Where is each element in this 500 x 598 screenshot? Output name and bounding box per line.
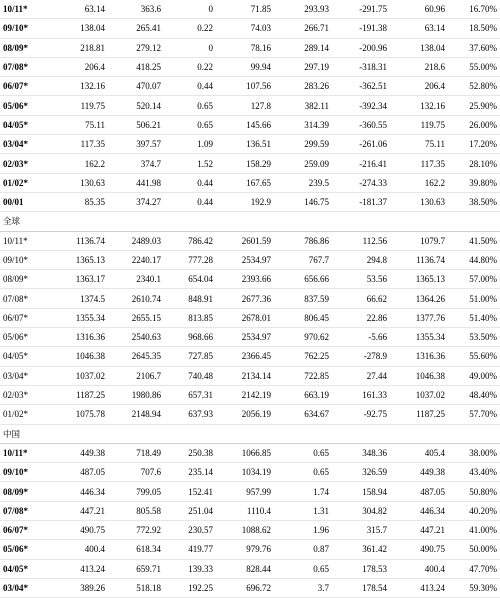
table-cell: 145.66 <box>216 115 274 134</box>
table-cell: 2240.17 <box>108 250 164 269</box>
table-cell: 518.18 <box>108 578 164 597</box>
table-cell: 1.31 <box>274 501 332 520</box>
table-cell: 1.96 <box>274 521 332 540</box>
row-label-cell: 00/01 <box>0 192 52 211</box>
table-cell: 618.34 <box>108 540 164 559</box>
table-cell: 397.57 <box>108 135 164 154</box>
table-cell: 206.4 <box>390 77 448 96</box>
table-cell: 304.82 <box>332 501 390 520</box>
table-row <box>0 366 500 385</box>
table-cell: 51.40% <box>448 308 500 327</box>
table-cell: 1037.02 <box>52 366 108 385</box>
table-cell: 158.29 <box>216 154 274 173</box>
table-cell: 1355.34 <box>52 308 108 327</box>
table-cell: 2610.74 <box>108 289 164 308</box>
table-cell: 49.00% <box>448 366 500 385</box>
table-cell: 799.05 <box>108 482 164 501</box>
table-cell: -362.51 <box>332 77 390 96</box>
table-cell: 447.21 <box>52 501 108 520</box>
table-cell: 239.5 <box>274 173 332 192</box>
row-label-cell: 07/08* <box>0 289 52 308</box>
table-cell: 40.20% <box>448 501 500 520</box>
table-cell: 28.10% <box>448 154 500 173</box>
table-cell: 957.99 <box>216 482 274 501</box>
table-row <box>0 540 500 559</box>
table-cell: -216.41 <box>332 154 390 173</box>
table-cell: 2601.59 <box>216 231 274 250</box>
table-cell: 0.65 <box>164 115 216 134</box>
table-row <box>0 578 500 597</box>
row-label-cell: 06/07* <box>0 521 52 540</box>
table-cell: 786.86 <box>274 231 332 250</box>
table-cell: 374.27 <box>108 192 164 211</box>
table-cell: 1034.19 <box>216 463 274 482</box>
table-cell: 132.16 <box>52 77 108 96</box>
table-cell: 718.49 <box>108 443 164 462</box>
table-cell: 138.04 <box>390 38 448 57</box>
table-cell: 696.72 <box>216 578 274 597</box>
table-cell: 146.75 <box>274 192 332 211</box>
table-cell: 139.33 <box>164 559 216 578</box>
table-cell: -181.37 <box>332 192 390 211</box>
table-cell: 520.14 <box>108 96 164 115</box>
table-cell: 447.21 <box>390 521 448 540</box>
table-row <box>0 192 500 211</box>
table-cell: 259.09 <box>274 154 332 173</box>
table-cell: 25.90% <box>448 96 500 115</box>
table-cell: 2393.66 <box>216 270 274 289</box>
table-cell: 2366.45 <box>216 347 274 366</box>
table-row <box>0 77 500 96</box>
table-row <box>0 250 500 269</box>
row-label-cell: 06/07* <box>0 308 52 327</box>
table-cell: 0 <box>164 38 216 57</box>
table-cell: 837.59 <box>274 289 332 308</box>
table-cell: 772.92 <box>108 521 164 540</box>
table-cell: 192.9 <box>216 192 274 211</box>
row-label-cell: 04/05* <box>0 115 52 134</box>
table-cell: 152.41 <box>164 482 216 501</box>
row-label-cell: 08/09* <box>0 482 52 501</box>
table-cell: 1.52 <box>164 154 216 173</box>
table-cell: 389.26 <box>52 578 108 597</box>
table-cell: 136.51 <box>216 135 274 154</box>
table-row <box>0 154 500 173</box>
row-label-cell: 09/10* <box>0 463 52 482</box>
table-cell: 707.6 <box>108 463 164 482</box>
table-cell: -278.9 <box>332 347 390 366</box>
table-cell: 294.8 <box>332 250 390 269</box>
row-label-cell: 03/04* <box>0 135 52 154</box>
table-cell: 3.7 <box>274 578 332 597</box>
table-cell: 2540.63 <box>108 328 164 347</box>
table-cell: 192.25 <box>164 578 216 597</box>
table-cell: 0.22 <box>164 57 216 76</box>
table-cell: 43.40% <box>448 463 500 482</box>
table-cell: 44.80% <box>448 250 500 269</box>
table-cell: 55.60% <box>448 347 500 366</box>
table-cell: 413.24 <box>390 578 448 597</box>
table-cell: 405.4 <box>390 443 448 462</box>
table-cell: 348.36 <box>332 443 390 462</box>
table-cell: 1066.85 <box>216 443 274 462</box>
table-cell: 18.50% <box>448 19 500 38</box>
table-cell: 2148.94 <box>108 405 164 424</box>
table-cell: 449.38 <box>52 443 108 462</box>
table-cell: 2534.97 <box>216 328 274 347</box>
table-cell: 1316.36 <box>52 328 108 347</box>
table-cell: 130.63 <box>52 173 108 192</box>
table-cell: 51.00% <box>448 289 500 308</box>
row-label-cell: 05/06* <box>0 328 52 347</box>
table-cell: 206.4 <box>52 57 108 76</box>
table-cell: 235.14 <box>164 463 216 482</box>
table-cell: -392.34 <box>332 96 390 115</box>
section-header-row <box>0 424 500 443</box>
table-cell: 659.71 <box>108 559 164 578</box>
section-title: 中国 <box>0 424 500 443</box>
table-cell: 0.65 <box>164 96 216 115</box>
row-label-cell: 03/04* <box>0 578 52 597</box>
table-cell: 2134.14 <box>216 366 274 385</box>
table-cell: 162.2 <box>52 154 108 173</box>
table-cell: 2106.7 <box>108 366 164 385</box>
table-cell: 722.85 <box>274 366 332 385</box>
table-cell: 1187.25 <box>52 385 108 404</box>
table-cell: 0.44 <box>164 77 216 96</box>
table-cell: 85.35 <box>52 192 108 211</box>
table-cell: 218.81 <box>52 38 108 57</box>
table-row <box>0 385 500 404</box>
table-cell: 806.45 <box>274 308 332 327</box>
table-cell: 38.00% <box>448 443 500 462</box>
table-cell: 490.75 <box>52 521 108 540</box>
table-cell: 400.4 <box>390 559 448 578</box>
table-cell: 27.44 <box>332 366 390 385</box>
table-cell: 17.20% <box>448 135 500 154</box>
table-cell: 66.62 <box>332 289 390 308</box>
table-cell: 487.05 <box>390 482 448 501</box>
table-cell: 374.7 <box>108 154 164 173</box>
table-cell: 47.70% <box>448 559 500 578</box>
table-cell: 167.65 <box>216 173 274 192</box>
table-cell: 38.50% <box>448 192 500 211</box>
table-cell: 1079.7 <box>390 231 448 250</box>
table-cell: 117.35 <box>52 135 108 154</box>
table-cell: 1377.76 <box>390 308 448 327</box>
table-cell: 119.75 <box>52 96 108 115</box>
table-cell: 654.04 <box>164 270 216 289</box>
table-cell: 2534.97 <box>216 250 274 269</box>
table-row <box>0 38 500 57</box>
table-cell: 1136.74 <box>52 231 108 250</box>
table-row <box>0 289 500 308</box>
table-cell: 57.00% <box>448 270 500 289</box>
table-cell: 37.60% <box>448 38 500 57</box>
table-cell: 363.6 <box>108 0 164 19</box>
row-label-cell: 05/06* <box>0 540 52 559</box>
row-label-cell: 02/03* <box>0 154 52 173</box>
table-cell: 727.85 <box>164 347 216 366</box>
table-cell: 112.56 <box>332 231 390 250</box>
table-cell: 2678.01 <box>216 308 274 327</box>
table-cell: 50.80% <box>448 482 500 501</box>
table-cell: 470.07 <box>108 77 164 96</box>
table-cell: 970.62 <box>274 328 332 347</box>
row-label-cell: 02/03* <box>0 385 52 404</box>
row-label-cell: 09/10* <box>0 250 52 269</box>
table-row <box>0 270 500 289</box>
table-cell: 637.93 <box>164 405 216 424</box>
table-row <box>0 521 500 540</box>
table-cell: 50.00% <box>448 540 500 559</box>
section-header-row <box>0 212 500 231</box>
table-cell: 132.16 <box>390 96 448 115</box>
table-cell: -200.96 <box>332 38 390 57</box>
row-label-cell: 01/02* <box>0 173 52 192</box>
table-cell: 78.16 <box>216 38 274 57</box>
table-row <box>0 96 500 115</box>
table-cell: 2677.36 <box>216 289 274 308</box>
section-title: 全球 <box>0 212 500 231</box>
table-cell: 1075.78 <box>52 405 108 424</box>
table-cell: 162.2 <box>390 173 448 192</box>
row-label-cell: 04/05* <box>0 559 52 578</box>
table-row <box>0 482 500 501</box>
table-row <box>0 231 500 250</box>
table-cell: 279.12 <box>108 38 164 57</box>
table-cell: 63.14 <box>52 0 108 19</box>
table-cell: 813.85 <box>164 308 216 327</box>
table-cell: 55.00% <box>448 57 500 76</box>
table-cell: 0.22 <box>164 19 216 38</box>
table-cell: 740.48 <box>164 366 216 385</box>
table-row <box>0 405 500 424</box>
table-cell: 71.85 <box>216 0 274 19</box>
table-cell: 1316.36 <box>390 347 448 366</box>
table-cell: 161.33 <box>332 385 390 404</box>
table-cell: 979.76 <box>216 540 274 559</box>
table-cell: 2056.19 <box>216 405 274 424</box>
row-label-cell: 10/11* <box>0 231 52 250</box>
table-cell: 361.42 <box>332 540 390 559</box>
table-cell: 127.8 <box>216 96 274 115</box>
row-label-cell: 05/06* <box>0 96 52 115</box>
table-cell: 2142.19 <box>216 385 274 404</box>
table-cell: 178.54 <box>332 578 390 597</box>
table-cell: 2489.03 <box>108 231 164 250</box>
table-cell: 663.19 <box>274 385 332 404</box>
row-label-cell: 04/05* <box>0 347 52 366</box>
table-cell: 315.7 <box>332 521 390 540</box>
table-cell: 400.4 <box>52 540 108 559</box>
table-cell: 634.67 <box>274 405 332 424</box>
table-cell: 1364.26 <box>390 289 448 308</box>
table-cell: 848.91 <box>164 289 216 308</box>
table-cell: 1.74 <box>274 482 332 501</box>
table-cell: 48.40% <box>448 385 500 404</box>
table-cell: 1136.74 <box>390 250 448 269</box>
table-cell: -318.31 <box>332 57 390 76</box>
table-cell: 178.53 <box>332 559 390 578</box>
table-cell: 441.98 <box>108 173 164 192</box>
table-cell: 2645.35 <box>108 347 164 366</box>
table-cell: 250.38 <box>164 443 216 462</box>
table-row <box>0 443 500 462</box>
table-cell: 293.93 <box>274 0 332 19</box>
table-row <box>0 19 500 38</box>
table-row <box>0 328 500 347</box>
table-cell: 1187.25 <box>390 405 448 424</box>
table-cell: 63.14 <box>390 19 448 38</box>
table-cell: 59.30% <box>448 578 500 597</box>
table-cell: 266.71 <box>274 19 332 38</box>
table-cell: 828.44 <box>216 559 274 578</box>
table-cell: 1046.38 <box>390 366 448 385</box>
table-cell: 117.35 <box>390 154 448 173</box>
table-row <box>0 135 500 154</box>
table-cell: 138.04 <box>52 19 108 38</box>
row-label-cell: 01/02* <box>0 405 52 424</box>
table-cell: 1.09 <box>164 135 216 154</box>
table-cell: 57.70% <box>448 405 500 424</box>
table-cell: 1110.4 <box>216 501 274 520</box>
table-cell: 805.58 <box>108 501 164 520</box>
table-cell: 60.96 <box>390 0 448 19</box>
table-cell: 382.11 <box>274 96 332 115</box>
table-cell: 0.65 <box>274 443 332 462</box>
table-row <box>0 173 500 192</box>
table-cell: 1088.62 <box>216 521 274 540</box>
table-cell: 418.25 <box>108 57 164 76</box>
table-cell: 968.66 <box>164 328 216 347</box>
table-cell: 16.70% <box>448 0 500 19</box>
table-cell: 289.14 <box>274 38 332 57</box>
table-cell: 1046.38 <box>52 347 108 366</box>
table-cell: 41.50% <box>448 231 500 250</box>
table-cell: 26.00% <box>448 115 500 134</box>
table-cell: -261.06 <box>332 135 390 154</box>
table-row <box>0 559 500 578</box>
table-cell: 767.7 <box>274 250 332 269</box>
table-cell: 1355.34 <box>390 328 448 347</box>
table-cell: 0.65 <box>274 559 332 578</box>
table-cell: 283.26 <box>274 77 332 96</box>
table-cell: 326.59 <box>332 463 390 482</box>
table-row <box>0 501 500 520</box>
table-cell: 413.24 <box>52 559 108 578</box>
table-cell: -291.75 <box>332 0 390 19</box>
table-cell: 419.77 <box>164 540 216 559</box>
table-cell: 107.56 <box>216 77 274 96</box>
table-cell: 2340.1 <box>108 270 164 289</box>
table-cell: 22.86 <box>332 308 390 327</box>
row-label-cell: 10/11* <box>0 443 52 462</box>
table-cell: 0.65 <box>274 463 332 482</box>
table-cell: 130.63 <box>390 192 448 211</box>
table-cell: 297.19 <box>274 57 332 76</box>
table-cell: 656.66 <box>274 270 332 289</box>
row-label-cell: 03/04* <box>0 366 52 385</box>
table-cell: 1037.02 <box>390 385 448 404</box>
table-cell: 657.31 <box>164 385 216 404</box>
row-label-cell: 07/08* <box>0 57 52 76</box>
table-cell: 2655.15 <box>108 308 164 327</box>
table-cell: 265.41 <box>108 19 164 38</box>
table-cell: 99.94 <box>216 57 274 76</box>
table-cell: -191.38 <box>332 19 390 38</box>
table-cell: 41.00% <box>448 521 500 540</box>
table-cell: 52.80% <box>448 77 500 96</box>
table-cell: 446.34 <box>52 482 108 501</box>
table-cell: 1374.5 <box>52 289 108 308</box>
table-cell: 119.75 <box>390 115 448 134</box>
row-label-cell: 08/09* <box>0 38 52 57</box>
table-row <box>0 57 500 76</box>
row-label-cell: 06/07* <box>0 77 52 96</box>
table-cell: 777.28 <box>164 250 216 269</box>
table-cell: 75.11 <box>52 115 108 134</box>
table-cell: -5.66 <box>332 328 390 347</box>
table-row <box>0 0 500 19</box>
table-cell: 0.44 <box>164 173 216 192</box>
table-row <box>0 347 500 366</box>
table-cell: 786.42 <box>164 231 216 250</box>
table-row <box>0 115 500 134</box>
table-cell: 1980.86 <box>108 385 164 404</box>
table-cell: 0.44 <box>164 192 216 211</box>
table-cell: 446.34 <box>390 501 448 520</box>
table-cell: 53.56 <box>332 270 390 289</box>
table-cell: 75.11 <box>390 135 448 154</box>
table-cell: 299.59 <box>274 135 332 154</box>
table-cell: -360.55 <box>332 115 390 134</box>
table-cell: 1365.13 <box>390 270 448 289</box>
table-cell: 449.38 <box>390 463 448 482</box>
table-cell: -274.33 <box>332 173 390 192</box>
table-cell: 1365.13 <box>52 250 108 269</box>
table-cell: 53.50% <box>448 328 500 347</box>
table-cell: 487.05 <box>52 463 108 482</box>
table-row <box>0 463 500 482</box>
table-cell: -92.75 <box>332 405 390 424</box>
table-row <box>0 308 500 327</box>
table-cell: 490.75 <box>390 540 448 559</box>
row-label-cell: 09/10* <box>0 19 52 38</box>
table-cell: 218.6 <box>390 57 448 76</box>
table-cell: 1363.17 <box>52 270 108 289</box>
table-cell: 230.57 <box>164 521 216 540</box>
row-label-cell: 08/09* <box>0 270 52 289</box>
table-cell: 506.21 <box>108 115 164 134</box>
table-cell: 74.03 <box>216 19 274 38</box>
row-label-cell: 07/08* <box>0 501 52 520</box>
table-cell: 251.04 <box>164 501 216 520</box>
row-label-cell: 10/11* <box>0 0 52 19</box>
table-cell: 0.87 <box>274 540 332 559</box>
table-cell: 314.39 <box>274 115 332 134</box>
table-cell: 0 <box>164 0 216 19</box>
table-cell: 158.94 <box>332 482 390 501</box>
table-cell: 39.80% <box>448 173 500 192</box>
table-cell: 762.25 <box>274 347 332 366</box>
